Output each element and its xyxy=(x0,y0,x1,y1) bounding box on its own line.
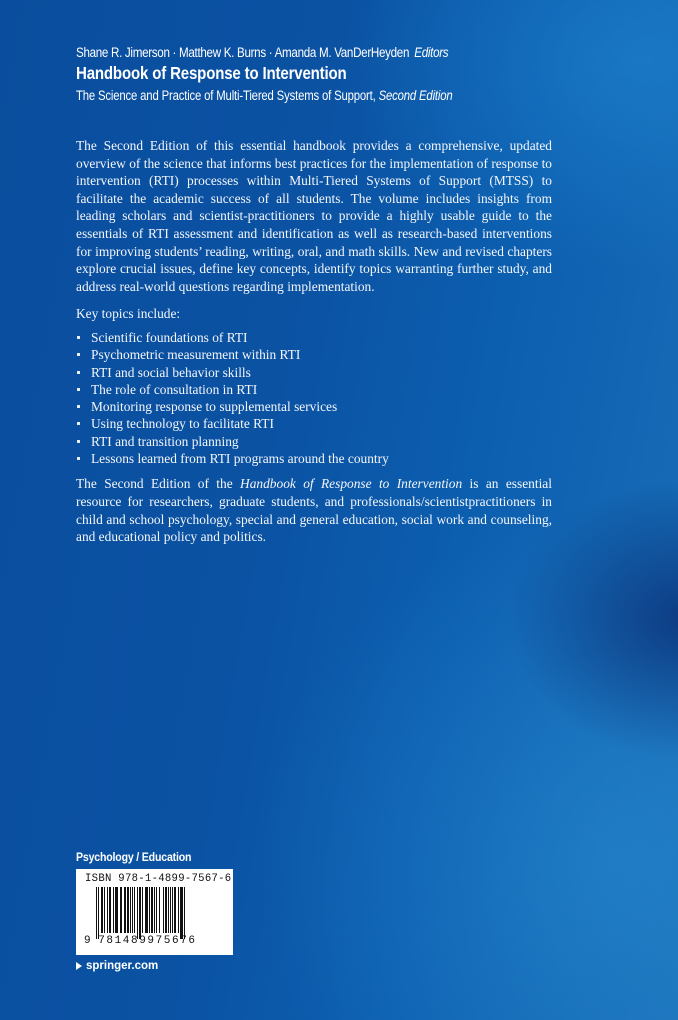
subject-category: Psychology / Education xyxy=(76,852,192,864)
topic-item: Scientific foundations of RTI xyxy=(76,329,552,346)
topic-item: RTI and transition planning xyxy=(76,433,552,450)
book-title: Handbook of Response to Intervention xyxy=(76,63,347,83)
editor-names: Shane R. Jimerson · Matthew K. Burns · Amanda M. VanDerHeyden xyxy=(76,45,410,60)
bullet-icon xyxy=(77,371,80,374)
bullet-icon xyxy=(77,336,80,339)
play-arrow-icon xyxy=(76,962,82,970)
topic-item: Lessons learned from RTI programs around the country xyxy=(76,450,552,467)
isbn-barcode-box xyxy=(76,869,233,955)
closing-paragraph: The Second Edition of the Handbook of Response to Intervention is an essential resource for researchers, graduate students, and professionals/scientistpractitioners in child and school psychology, special and general education, social work and counseling, and educational policy and politics. xyxy=(76,476,552,545)
isbn-label: ISBN 978-1-4899-7567-6 xyxy=(85,873,232,885)
editors-role: Editors xyxy=(414,45,449,60)
blurb-paragraph: The Second Edition of this essential handbook provides a comprehensive, updated overview of the science that informs best practices for the implementation of response to intervention (RTI) processes within Multi-Tiered Systems of Support (MTSS) to facilitate the academic success of all students. The volume includes insights from leading scholars and scientist-practitioners to provide a highly usable guide to the essentials of RTI assessment and identification as well as research-based interventions for improving students’ reading, writing, oral, and math skills. New and revised chapters explore crucial issues, define key concepts, identify topics warranting further study, and address real-world questions regarding implementation. xyxy=(76,138,552,294)
edition-label: Second Edition xyxy=(378,88,453,103)
back-cover-description xyxy=(76,137,552,546)
closing-book-title: Handbook of Response to Intervention xyxy=(240,476,463,492)
topic-item: Using technology to facilitate RTI xyxy=(76,415,552,432)
topic-item: RTI and social behavior skills xyxy=(76,364,552,381)
bullet-icon xyxy=(77,388,80,391)
barcode-icon xyxy=(96,887,223,939)
topics-list xyxy=(76,329,552,467)
barcode-digits: 9 781489975676 xyxy=(84,935,197,947)
topic-item: Monitoring response to supplemental services xyxy=(76,398,552,415)
editors-line xyxy=(76,45,461,60)
bullet-icon xyxy=(77,405,80,408)
publisher-website-link[interactable]: springer.com xyxy=(76,960,233,972)
book-subtitle xyxy=(76,88,453,103)
cover-header xyxy=(76,45,524,103)
bullet-icon xyxy=(77,353,80,356)
bullet-icon xyxy=(77,440,80,443)
bullet-icon xyxy=(77,422,80,425)
cover-footer xyxy=(76,852,233,972)
topic-item: The role of consultation in RTI xyxy=(76,381,552,398)
key-topics-label: Key topics include: xyxy=(76,306,181,322)
subtitle-text: The Science and Practice of Multi-Tiered Systems of Support, xyxy=(76,88,376,103)
topic-item: Psychometric measurement within RTI xyxy=(76,346,552,363)
bullet-icon xyxy=(77,457,80,460)
